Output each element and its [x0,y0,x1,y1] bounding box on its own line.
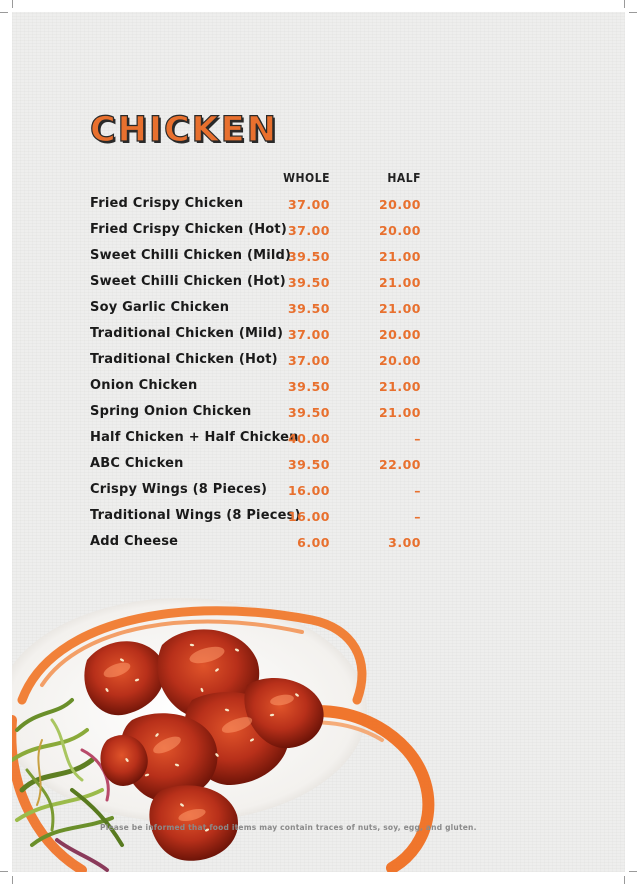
menu-item-price-whole: 37.00 [287,223,330,238]
menu-item [0,269,637,295]
crop-mark [0,871,8,872]
menu-item [0,321,637,347]
menu-item-price-whole: 39.50 [287,457,330,472]
menu-item-price-whole: 40.00 [287,431,330,446]
crop-mark [12,0,13,8]
menu-item-price-whole: 16.00 [287,509,330,524]
menu-item-name: ABC Chicken [90,456,184,471]
menu-item-price-whole: 39.50 [287,405,330,420]
allergen-disclaimer: Please be informed that food items may contain traces of nuts, soy, egg, and gluten. [100,823,477,832]
menu-item [0,529,637,555]
menu-item-price-whole: 39.50 [287,249,330,264]
menu-item [0,503,637,529]
menu-item-name: Half Chicken + Half Chicken [90,430,299,445]
menu-item-price-whole: 16.00 [287,483,330,498]
crop-mark [624,0,625,8]
menu-item-price-whole: 6.00 [297,535,330,550]
menu-item-price-half: 21.00 [378,249,421,264]
menu-item-name: Sweet Chilli Chicken (Hot) [90,274,286,289]
menu-item [0,451,637,477]
menu-item [0,399,637,425]
crop-mark [12,876,13,884]
page-title: CHICKEN [90,110,279,150]
menu-item [0,295,637,321]
menu-item-name: Traditional Chicken (Mild) [90,326,284,341]
menu-item-price-whole: 39.50 [287,275,330,290]
menu-item-price-half: 20.00 [378,327,421,342]
menu-item-price-whole: 39.50 [287,301,330,316]
menu-item-price-half: 3.00 [388,535,421,550]
menu-item [0,243,637,269]
menu-item-price-half: 20.00 [378,197,421,212]
menu-item-name: Fried Crispy Chicken [90,196,244,211]
crop-mark [629,871,637,872]
menu-item [0,191,637,217]
menu-item-name: Sweet Chilli Chicken (Mild) [90,248,292,263]
menu-item [0,217,637,243]
menu-item [0,477,637,503]
menu-item-price-whole: 39.50 [287,379,330,394]
menu-item-price-whole: 37.00 [287,353,330,368]
crop-mark [624,876,625,884]
menu-item-name: Traditional Wings (8 Pieces) [90,508,301,523]
menu-item-price-half: 20.00 [378,353,421,368]
menu-item-name: Spring Onion Chicken [90,404,252,419]
menu-item [0,347,637,373]
menu-item-price-half: 21.00 [378,301,421,316]
menu-item-name: Crispy Wings (8 Pieces) [90,482,268,497]
menu-item-price-half: 21.00 [378,405,421,420]
menu-item [0,373,637,399]
menu-item-price-half: – [414,483,421,498]
menu-item-price-half: 20.00 [378,223,421,238]
menu-item-name: Add Cheese [90,534,179,549]
column-header-whole: WHOLE [283,171,330,185]
menu-item-price-half: – [414,509,421,524]
menu-item-name: Onion Chicken [90,378,198,393]
crop-mark [0,12,8,13]
menu-item-name: Fried Crispy Chicken (Hot) [90,222,287,237]
menu-item-price-half: 21.00 [378,275,421,290]
menu-item-price-half: 21.00 [378,379,421,394]
menu-item-price-half: 22.00 [378,457,421,472]
menu-item-name: Soy Garlic Chicken [90,300,230,315]
menu-item-price-whole: 37.00 [287,327,330,342]
menu-item-price-half: – [414,431,421,446]
menu-item-price-whole: 37.00 [287,197,330,212]
menu-item-name: Traditional Chicken (Hot) [90,352,278,367]
menu-item [0,425,637,451]
column-header-half: HALF [387,171,421,185]
crop-mark [629,12,637,13]
